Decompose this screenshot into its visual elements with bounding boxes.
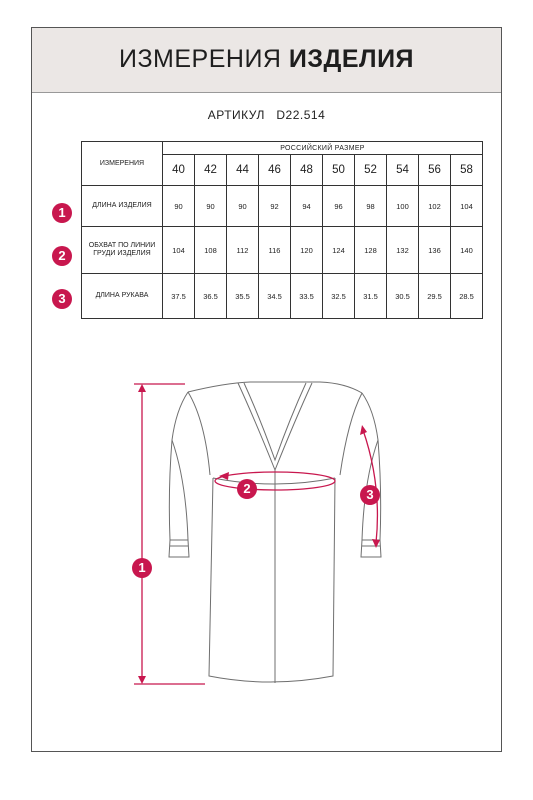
table-cell: 124: [323, 227, 355, 274]
table-cell: 90: [227, 186, 259, 227]
row-label-length: ДЛИНА ИЗДЕЛИЯ: [82, 186, 163, 227]
table-cell: 30.5: [387, 274, 419, 319]
size-header: 56: [419, 155, 451, 186]
table-cell: 104: [163, 227, 195, 274]
size-header: 54: [387, 155, 419, 186]
size-header: 44: [227, 155, 259, 186]
table-cell: 94: [291, 186, 323, 227]
table-cell: 120: [291, 227, 323, 274]
size-header: 42: [195, 155, 227, 186]
table-cell: 136: [419, 227, 451, 274]
table-cell: 98: [355, 186, 387, 227]
table-cell: 92: [259, 186, 291, 227]
table-cell: 116: [259, 227, 291, 274]
table-cell: 112: [227, 227, 259, 274]
measure-lines: [134, 384, 380, 684]
table-cell: 108: [195, 227, 227, 274]
article-label: АРТИКУЛ: [207, 108, 265, 122]
table-cell: 96: [323, 186, 355, 227]
size-header: 58: [451, 155, 483, 186]
row-label-chest: ОБХВАТ ПО ЛИНИИ ГРУДИ ИЗДЕЛИЯ: [82, 227, 163, 274]
table-cell: 31.5: [355, 274, 387, 319]
table-cell: 37.5: [163, 274, 195, 319]
table-cell: 90: [163, 186, 195, 227]
table-cell: 34.5: [259, 274, 291, 319]
table-cell: 102: [419, 186, 451, 227]
russian-size-header: РОССИЙСКИЙ РАЗМЕР: [163, 142, 483, 155]
size-header: 50: [323, 155, 355, 186]
table-cell: 32.5: [323, 274, 355, 319]
table-cell: 33.5: [291, 274, 323, 319]
table-cell: 104: [451, 186, 483, 227]
row-badge-2: 2: [52, 246, 72, 266]
size-header: 40: [163, 155, 195, 186]
drawing-badge-2: 2: [237, 479, 257, 499]
table-cell: 128: [355, 227, 387, 274]
row-badge-1: 1: [52, 203, 72, 223]
row-label-sleeve: ДЛИНА РУКАВА: [82, 274, 163, 319]
drawing-badge-3: 3: [360, 485, 380, 505]
measure-header: ИЗМЕРЕНИЯ: [82, 142, 163, 186]
dress-outline: [169, 382, 381, 683]
table-cell: 132: [387, 227, 419, 274]
size-header: 46: [259, 155, 291, 186]
title-light: ИЗМЕРЕНИЯ: [118, 45, 282, 73]
table-cell: 90: [195, 186, 227, 227]
table-cell: 36.5: [195, 274, 227, 319]
drawing-badge-1: 1: [132, 558, 152, 578]
row-badge-3: 3: [52, 289, 72, 309]
title-bold: ИЗДЕЛИЯ: [288, 45, 415, 73]
table-cell: 35.5: [227, 274, 259, 319]
size-header: 48: [291, 155, 323, 186]
size-header: 52: [355, 155, 387, 186]
table-cell: 140: [451, 227, 483, 274]
table-cell: 100: [387, 186, 419, 227]
article-code: D22.514: [276, 108, 326, 122]
table-cell: 28.5: [451, 274, 483, 319]
table-cell: 29.5: [419, 274, 451, 319]
